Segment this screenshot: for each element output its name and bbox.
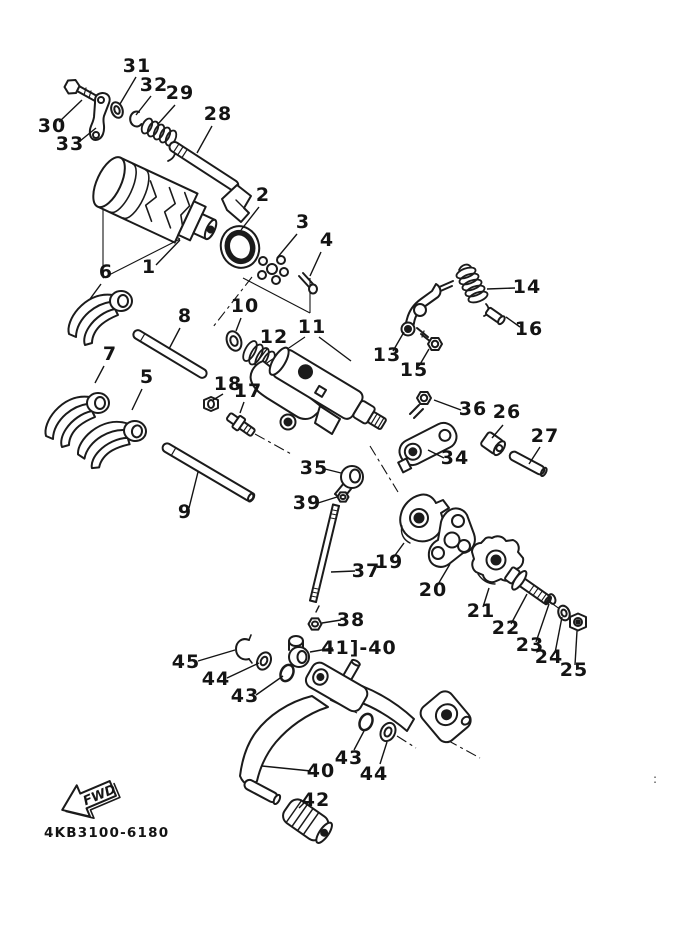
part-14-spring [455,265,489,316]
callout-13-22: 13 [372,344,402,366]
fwd-label: FWD [81,782,119,810]
callout-43-43: 43 [334,747,364,769]
part-7-shift-fork [45,393,109,447]
callout-4-8: 4 [319,229,335,251]
callout-8-11: 8 [177,305,193,327]
callout-30-4: 30 [37,115,67,137]
callout-43-42: 43 [230,685,260,707]
part-18-nut [204,397,218,411]
callout-32-1: 32 [139,74,169,96]
leader-line-3-7 [277,234,297,258]
part-39-nut [338,492,349,501]
callout-35-28: 35 [299,457,329,479]
leader-line-4-8 [310,252,321,276]
leader-line-14-20 [487,288,515,289]
callout-38-34: 38 [336,609,366,631]
leader-line-45-40 [198,650,235,661]
part-43-oring-b [357,712,375,732]
part-11-shift-shaft-assembly [251,345,392,437]
leader-line-43-42 [256,676,283,695]
callout-12-13: 12 [259,326,289,348]
part-25-nut [570,614,586,631]
callout-4140-35: 41]-40 [321,637,397,659]
part-15-bolt [417,328,442,350]
callout-17-18: 17 [233,380,263,402]
leader-line-32-1 [136,96,151,115]
callout-3-7: 3 [295,211,311,233]
callout-6-10: 6 [98,261,114,283]
callout-23-37: 23 [515,634,545,656]
part-6-shift-fork [68,291,132,345]
part-45-clip [236,635,252,663]
callout-39-29: 39 [292,492,322,514]
callout-21-33: 21 [466,600,496,622]
callout-27-26: 27 [530,425,560,447]
callout-5-16: 5 [139,366,155,388]
part-16-pin [485,307,506,326]
part-41-joint [289,636,309,667]
part-44-washer-b [378,720,399,743]
callout-7-15: 7 [102,343,118,365]
callout-19-30: 19 [374,551,404,573]
stray-mark: : [653,772,658,786]
part-4-screw [299,273,317,294]
part-32-clip [130,111,141,126]
callout-26-25: 26 [492,401,522,423]
callout-44-44: 44 [359,763,389,785]
callout-29-2: 29 [165,82,195,104]
callout-28-3: 28 [203,103,233,125]
callout-11-14: 11 [297,316,327,338]
callout-44-41: 44 [201,668,231,690]
leader-line-1-9 [156,240,180,265]
callout-36-24: 36 [458,398,488,420]
part-37-shift-rod [310,505,339,603]
callout-45-40: 45 [171,651,201,673]
callout-9-19: 9 [177,501,193,523]
part-9-guide-bar [161,442,256,503]
part-27-pin [508,450,548,477]
callout-10-12: 10 [230,295,260,317]
part-44-washer [254,650,273,672]
leader-line-17-18 [240,402,244,413]
callout-20-32: 20 [418,579,448,601]
part-36-bolt [410,392,431,418]
part-30-bolt [65,80,98,101]
leader-line-31-0 [120,77,136,104]
callout-18-17: 18 [213,373,243,395]
callout-22-36: 22 [491,617,521,639]
part-3-segment [258,256,288,284]
callout-40-45: 40 [306,760,336,782]
part-10-washer [224,329,244,353]
callout-24-38: 24 [534,646,564,668]
callout-34-27: 34 [440,447,470,469]
diagram-part-code: 4KB3100-6180 [44,825,170,841]
fwd-arrow [56,772,124,829]
leader-line-44-41 [227,663,259,678]
part-17-screw [225,410,258,439]
callout-37-31: 37 [351,560,381,582]
callout-16-21: 16 [514,318,544,340]
leader-line-5-16 [132,389,142,410]
callout-14-20: 14 [512,276,542,298]
leader-line-36-24 [434,400,461,410]
leader-line-28-3 [197,126,212,153]
callout-15-23: 15 [399,359,429,381]
callout-2-6: 2 [255,184,271,206]
callout-31-0: 31 [122,55,152,77]
part-13-stopper-lever [402,281,454,336]
callout-33-5: 33 [55,133,85,155]
leader-line-40-45 [262,766,311,771]
part-2-bearing [215,221,264,273]
leader-line-11-14 [319,337,351,361]
leader-line-8-11 [169,328,180,349]
callout-42-46: 42 [301,789,331,811]
callout-1-9: 1 [141,256,157,278]
part-38-nut [309,606,322,630]
leader-line-44-44 [380,742,387,764]
part-22-bolt [502,564,556,611]
leader-line-29-2 [158,105,175,124]
callout-25-39: 25 [559,659,589,681]
part-31-washer [109,101,125,120]
leader-line-10-12 [236,318,241,331]
leader-line-7-15 [95,366,104,383]
